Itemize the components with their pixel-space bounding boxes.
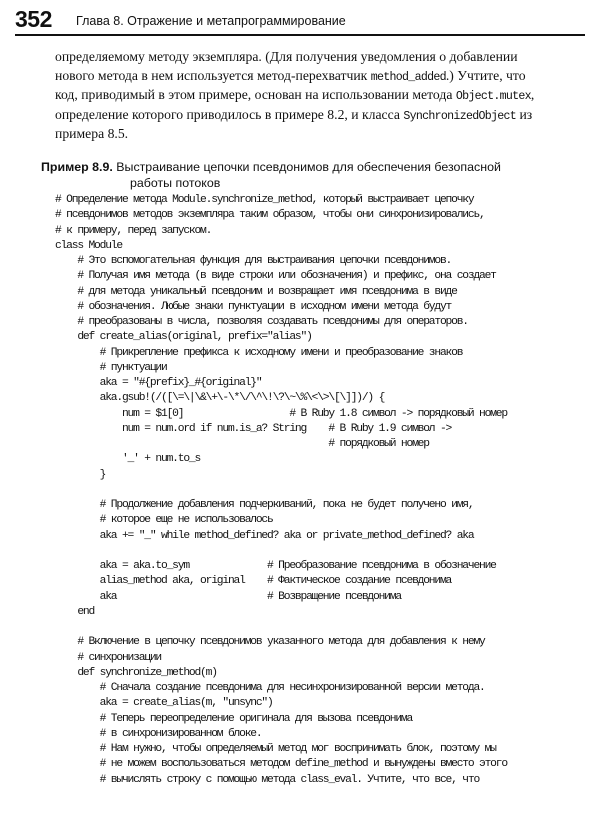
code-line: # для метода уникальный псевдоним и возвращает имя псевдонима в виде <box>55 285 457 298</box>
code-line: aka = "#{prefix}_#{original}" <box>55 377 262 389</box>
code-line: # Продолжение добавления подчеркиваний, пока не будет получено имя, <box>55 499 474 511</box>
inline-code: method_added <box>370 71 446 85</box>
code-line: # Получая имя метода (в виде строки или обозначения) и префикс, она создает <box>55 270 496 283</box>
code-line: } <box>55 468 106 481</box>
inline-code: SynchronizedObject <box>403 109 517 123</box>
intro-line-4 <box>55 105 565 124</box>
code-line: # синхронизации <box>55 651 162 664</box>
example-label: Пример 8.9. <box>41 160 113 174</box>
caption-line-1 <box>41 160 561 176</box>
code-line: # порядковый номер <box>55 438 429 450</box>
code-line: # Это вспомогательная функция для выстраивания цепочки псевдонимов. <box>55 255 452 267</box>
code-line: # Теперь переопределение оригинала для вызова псевдонима <box>55 712 413 725</box>
code-line: num = num.ord if num.is_a? String # В Ruby 1.9 символ -> <box>55 422 452 435</box>
intro-line-1: определяемому методу экземпляра. (Для получения уведомления о добавлении <box>55 49 518 64</box>
code-line <box>55 620 585 635</box>
intro-line-2 <box>55 66 565 85</box>
code-line: aka = aka.to_sym # Преобразование псевдонима в обозначение <box>55 560 496 572</box>
code-line: # псевдонимов методов экземпляра таким образом, чтобы они синхронизировались, <box>55 209 485 222</box>
code-line: aka.gsub!(/([\=\|\&\+\-\*\/\^\!\?\~\%\<\>\[\]])/) { <box>55 392 385 405</box>
intro-text: нового метода в нем используется метод-перехватчик <box>55 68 371 84</box>
caption-line-2: работы потоков <box>130 175 221 190</box>
code-line: # преобразованы в числа, позволяя создавать псевдонимы для операторов. <box>55 316 468 328</box>
code-line: # Нам нужно, чтобы определяемый метод мог воспринимать блок, поэтому мы <box>55 743 496 755</box>
code-line: num = $1[0] # В Ruby 1.8 символ -> порядковый номер <box>55 407 507 420</box>
code-line: # Сначала создание псевдонима для несинхронизированной версии метода. <box>55 682 485 694</box>
intro-line-5: примера 8.5. <box>55 125 129 141</box>
code-line: # Определение метода Module.synchronize_method, который выстраивает цепочку <box>55 194 474 206</box>
page-header <box>15 6 585 36</box>
code-line: aka = create_alias(m, "unsync") <box>55 697 273 710</box>
intro-text: .) Учтите, что <box>445 68 526 84</box>
code-line: class Module <box>55 239 122 252</box>
code-line: # обозначения. Любые знаки пунктуации в исходном имени метода будут <box>55 300 452 313</box>
intro-text: код, приводимый в этом примере, основан на использовании метода <box>55 87 456 103</box>
chapter-title: Глава 8. Отражение и метапрограммирование <box>76 14 346 28</box>
code-line: aka += "_" while method_defined? aka or private_method_defined? aka <box>55 529 474 542</box>
code-line: # вычислять строку с помощью метода class_eval. Учтите, что все, что <box>55 773 480 786</box>
example-caption <box>41 160 561 191</box>
code-line <box>55 483 585 498</box>
code-line: # Включение в цепочку псевдонимов указанного метода для добавления к нему <box>55 636 485 649</box>
intro-text: из <box>516 106 533 122</box>
code-line: # не можем воспользоваться методом define_method и вынуждены вместо этого <box>55 758 507 771</box>
code-line: def synchronize_method(m) <box>55 666 217 679</box>
intro-line-3 <box>55 85 565 104</box>
code-line: # Прикрепление префикса к исходному имени и преобразование знаков <box>55 346 463 359</box>
code-line: end <box>55 605 95 618</box>
code-line: def create_alias(original, prefix="alias") <box>55 331 312 344</box>
page-number: 352 <box>15 6 52 32</box>
code-line: # пунктуации <box>55 361 167 374</box>
code-line: alias_method aka, original # Фактическое создание псевдонима <box>55 575 452 588</box>
code-listing <box>55 193 585 788</box>
code-line: # которое еще не использовалось <box>55 514 273 527</box>
code-line: # в синхронизированном блоке. <box>55 727 262 740</box>
code-line: # к примеру, перед запуском. <box>55 224 212 237</box>
intro-text: , <box>530 87 535 103</box>
code-line <box>55 544 585 559</box>
inline-code: Object.mutex <box>455 90 531 104</box>
code-line: '_' + num.to_s <box>55 453 201 466</box>
intro-paragraph <box>55 47 565 143</box>
intro-text: определение которого приводилось в примере 8.2, и класса <box>55 106 404 122</box>
code-line: aka # Возвращение псевдонима <box>55 590 401 603</box>
caption-title: Выстраивание цепочки псевдонимов для обеспечения безопасной <box>112 160 501 174</box>
